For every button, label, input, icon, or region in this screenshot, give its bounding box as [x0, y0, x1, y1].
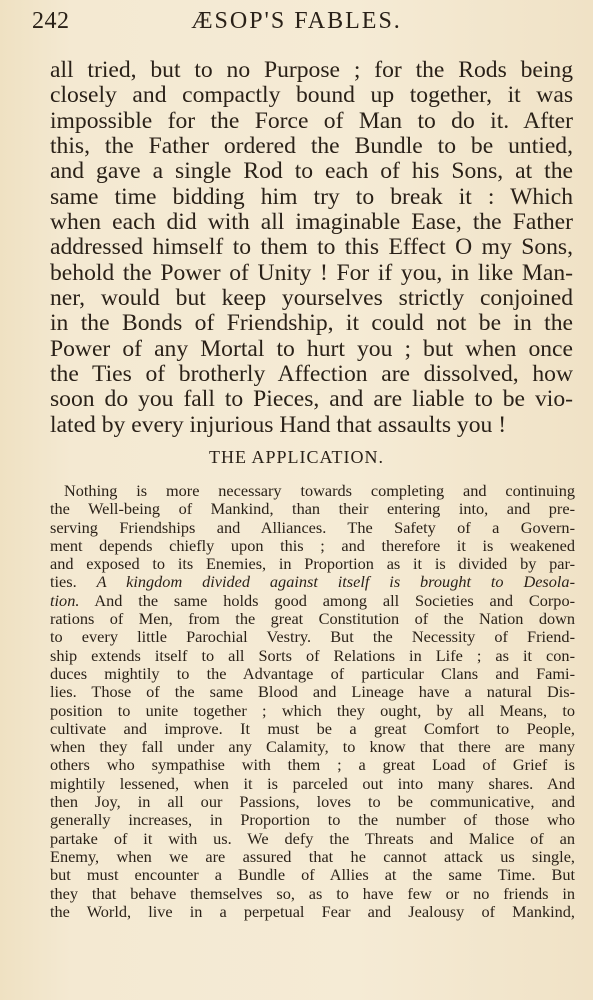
application-line: others who sympathise with them ; a great Load of Grief is: [50, 756, 575, 775]
application-line: partake of it with us. We defy the Threats and Malice of an: [50, 829, 575, 848]
fable-line: ner, would but keep yourselves strictly conjoined: [50, 286, 573, 312]
fable-text: [50, 58, 573, 438]
italic-quotation: A kingdom divided against itself is brought to Desola-: [96, 573, 575, 592]
italic-quotation: tion.: [50, 591, 80, 610]
application-line: but must encounter a Bundle of Allies at the same Time. But: [50, 866, 575, 885]
application-line: serving Friendships and Alliances. The Safety of a Govern-: [50, 518, 575, 537]
application-line: generally increases, in Proportion to the number of those who: [50, 811, 575, 830]
fable-line: impossible for the Force of Man to do it. After: [50, 108, 573, 134]
application-line: ment depends chiefly upon this ; and therefore it is weakened: [50, 536, 575, 555]
application-line: then Joy, in all our Passions, loves to be communicative, and: [50, 793, 575, 812]
application-line: duces mightily to the Advantage of particular Clans and Fami-: [50, 664, 575, 683]
running-head: ÆSOP'S FABLES.: [191, 8, 402, 34]
application-line: position to unite together ; which they ought, by all Means, to: [50, 701, 575, 720]
fable-line: Power of any Mortal to hurt you ; but when once: [50, 336, 573, 362]
fable-line: in the Bonds of Friendship, it could not be in the: [50, 311, 573, 337]
application-line: to every little Parochial Vestry. But the Necessity of Friend-: [50, 628, 575, 647]
application-line: they that behave themselves so, as to have few or no friends in: [50, 884, 575, 903]
fable-line: closely and compactly bound up together, it was: [50, 83, 573, 109]
line-text: And the same holds good among all Societies and Corpo-: [94, 591, 575, 610]
application-line: lies. Those of the same Blood and Lineage have a natural Dis-: [50, 683, 575, 702]
application-line: mightily lessened, when it is parceled out into many shares. And: [50, 774, 575, 793]
fable-line: this, the Father ordered the Bundle to be untied,: [50, 134, 573, 160]
application-line: Nothing is more necessary towards completing and continuing: [64, 482, 575, 500]
line-text: ties.: [50, 573, 77, 592]
section-heading: THE APPLICATION.: [208, 447, 384, 467]
application-line: rations of Men, from the great Constitution of the Nation down: [50, 610, 575, 629]
application-line: and exposed to its Enemies, in Proportion as it is divided by par-: [50, 555, 575, 574]
fable-line: lated by every injurious Hand that assaults you !: [50, 412, 507, 438]
page-number: 242: [32, 8, 70, 34]
fable-line: behold the Power of Unity ! For if you, in like Man-: [50, 260, 573, 286]
fable-line: when each did with all imaginable Ease, the Father: [50, 210, 573, 236]
application-line: cultivate and improve. It must be a great Comfort to People,: [50, 719, 575, 738]
fable-line: all tried, but to no Purpose ; for the Rods being: [50, 58, 573, 83]
application-line: the World, live in a perpetual Fear and Jealousy of Mankind,: [50, 902, 575, 921]
application-line: [50, 573, 575, 591]
fable-line: same time bidding him try to break it : Which: [50, 184, 573, 210]
fable-line: the Ties of brotherly Affection are dissolved, how: [50, 362, 573, 388]
fable-line: addressed himself to them to this Effect O my Sons,: [50, 235, 573, 261]
application-line: the Well-being of Mankind, than their entering into, and pre-: [50, 500, 575, 519]
application-line: [50, 592, 575, 610]
application-line: ship extends itself to all Sorts of Relations in Life ; as it con-: [50, 646, 575, 665]
page-header: [0, 8, 593, 40]
application-text: [50, 482, 575, 921]
fable-line: and gave a single Rod to each of his Sons, at the: [50, 159, 573, 185]
application-line: Enemy, when we are assured that he cannot attack us single,: [50, 847, 575, 866]
fable-line: soon do you fall to Pieces, and are liable to be vio-: [50, 387, 573, 413]
application-line: when they fall under any Calamity, to know that there are many: [50, 738, 575, 757]
